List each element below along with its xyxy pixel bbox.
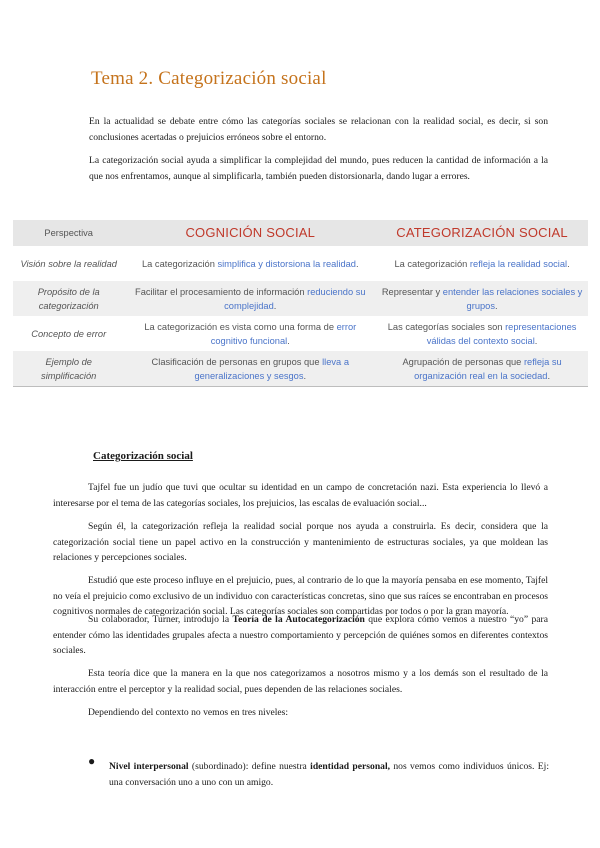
cell-cognicion: Facilitar el procesamiento de información reduciendo su complejidad. xyxy=(124,281,376,316)
header-perspectiva: Perspectiva xyxy=(13,220,124,246)
comparison-table xyxy=(13,220,588,387)
body-paragraph-2: Según él, la categorización refleja la realidad social porque nos ayuda a construirla. Es decir, considera que la categorización social tiene un papel activo en la construcción y mantenimiento de estructuras sociales, ya que moldean las relaciones y percepciones sociales. xyxy=(53,521,548,563)
bullet-icon: ● xyxy=(88,754,96,768)
cell-cognicion: La categorización es vista como una forma de error cognitivo funcional. xyxy=(144,321,357,346)
page-title: Tema 2. Categorización social xyxy=(91,68,327,89)
row-label: Propósito de la categorización xyxy=(13,281,124,316)
cell-categorizacion: Representar y entender las relaciones sociales y grupos. xyxy=(376,281,588,316)
intro-paragraph-1: En la actualidad se debate entre cómo las categorías sociales se relacionan con la realidad social, es decir, si son conclusiones acertadas o prejuicios erróneos sobre el entorno. xyxy=(89,116,548,143)
row-label: Visión sobre la realidad xyxy=(20,258,117,269)
body-paragraph-turner: Su colaborador, Turner, introdujo la Teoría de la Autocategorización que explora cómo vemos a nuestro “yo” para entender cómo las identidades grupales afecta a nuestro comportamiento y percepción de quiénes somos en diferentes contextos sociales. xyxy=(53,614,548,656)
section-heading: Categorización social xyxy=(93,450,193,462)
header-cognicion-social: COGNICIÓN SOCIAL xyxy=(124,220,376,246)
table-header-row xyxy=(13,220,588,246)
table-row xyxy=(13,246,588,281)
cell-categorizacion: Agrupación de personas que refleja su organización real en la sociedad. xyxy=(376,351,588,387)
bullet-nivel-interpersonal: Nivel interpersonal (subordinado): define nuestra identidad personal, nos vemos como individuos únicos. Ej: una conversación uno a uno con un amigo. xyxy=(109,761,549,788)
table-row xyxy=(13,351,588,387)
row-label: Concepto de error xyxy=(31,328,107,339)
table-row xyxy=(13,281,588,316)
body-paragraph-theory: Esta teoría dice que la manera en la que nos categorizamos a nosotros mismo y a los demás son el resultado de la interacción entre el perceptor y la realidad social, pues dependen de las relaciones sociales. xyxy=(53,668,548,695)
cell-categorizacion: La categorización refleja la realidad social. xyxy=(394,258,570,269)
row-label: Ejemplo de simplificación xyxy=(13,351,124,387)
cell-cognicion: Clasificación de personas en grupos que lleva a generalizaciones y sesgos. xyxy=(124,351,376,387)
body-paragraph-1: Tajfel fue un judío que tuvi que ocultar su identidad en un campo de concretación nazi. Esta experiencia lo llevó a interesarse por el tema de las categorías sociales, los prejuicios, las escalas de evaluación social... xyxy=(53,482,548,509)
header-categorizacion-social: CATEGORIZACIÓN SOCIAL xyxy=(376,220,588,246)
intro-paragraph-2: La categorización social ayuda a simplificar la complejidad del mundo, pues reducen la cantidad de información a la que nos enfrentamos, aunque al simplificarla, también pueden distorsionarla, dando lugar a errores. xyxy=(89,155,548,182)
body-paragraph-3: Estudió que este proceso influye en el prejuicio, pues, al contrario de lo que la mayoría pensaba en ese momento, Tajfel no veía el prejuicio como exclusivo de un individuo con características concretas, sino que sus raíces se encontraban en procesos cognitivos normales de categorización social. Las categorías sociales son compartidas por todos o por la gran mayoría. xyxy=(53,575,548,617)
levels-intro: Dependiendo del contexto no vemos en tres niveles: xyxy=(88,707,289,718)
cell-cognicion: La categorización simplifica y distorsiona la realidad. xyxy=(142,258,359,269)
table-row xyxy=(13,316,588,351)
cell-categorizacion: Las categorías sociales son representaciones válidas del contexto social. xyxy=(387,321,577,346)
